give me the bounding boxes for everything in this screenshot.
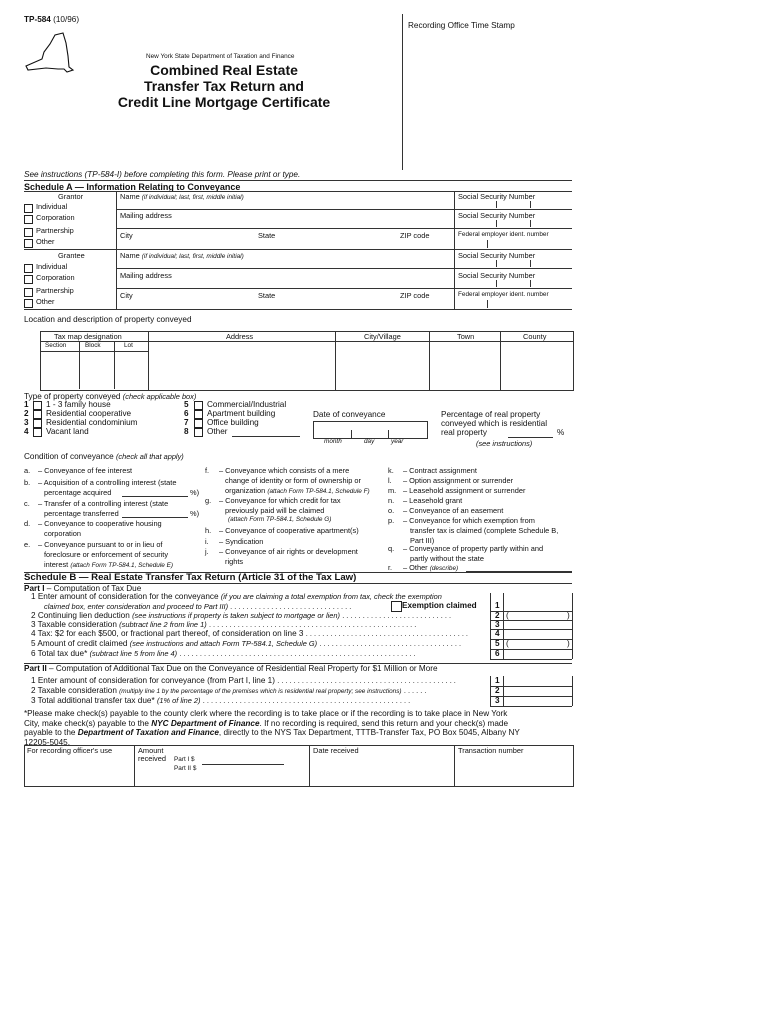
grantee-name-field[interactable]: Name (if individual; last, first, middle initial) (120, 251, 244, 260)
property-type-label: Residential cooperative (46, 409, 132, 418)
fein-tick (487, 240, 488, 248)
condition-p-text: Part III) (410, 536, 435, 545)
condition-m[interactable]: – Leasehold assignment or surrender (403, 486, 526, 495)
condition-letter: j. (205, 547, 209, 556)
grantor-label: Grantor (58, 192, 84, 201)
town-header: Town (457, 332, 475, 341)
date-tick (388, 430, 389, 438)
column-divider (79, 341, 80, 389)
grantee-city-field[interactable]: City (120, 291, 133, 300)
line-number: 3 (495, 620, 500, 629)
part-2-header: Part II – Computation of Additional Tax Due on the Conveyance of Residential Real Property for $1 Million or More (24, 664, 438, 673)
date-of-conveyance-field[interactable] (313, 421, 428, 439)
condition-n[interactable]: – Leasehold grant (403, 496, 463, 505)
grantee-ssn-2-field[interactable]: Social Security Number (458, 271, 536, 280)
line-3-label: 3 Taxable consideration (subtract line 2 from line 1) . . . . . . . . . . . . . . . . . . . . . . . . . . . . . . . . . . . . . . . . . . . . . . . . . . . (31, 620, 417, 629)
part-1-amount-label: Part I $ (174, 756, 195, 763)
condition-i[interactable]: – Syndication (219, 537, 264, 546)
condition-letter: g. (205, 496, 212, 505)
month-label: month (324, 438, 342, 445)
property-type-1-checkbox[interactable] (33, 401, 42, 410)
see-instructions-note: (see instructions) (476, 439, 533, 448)
grantor-ssn-2-field[interactable]: Social Security Number (458, 211, 536, 220)
property-type-number: 6 (184, 409, 189, 418)
property-type-4-checkbox[interactable] (33, 428, 42, 437)
form-title-line-3: Credit Line Mortgage Certificate (117, 94, 331, 110)
line-2-amount[interactable] (510, 612, 565, 620)
amount-label: Amount (138, 746, 164, 755)
grantor-partnership-checkbox[interactable] (24, 228, 33, 237)
recording-officer-label: For recording officer's use (27, 746, 113, 755)
condition-b[interactable]: – Acquisition of a controlling interest (state (38, 478, 177, 487)
exemption-claimed-label: Exemption claimed (402, 601, 477, 610)
condition-e[interactable]: – Conveyance pursuant to or in lieu of (38, 540, 163, 549)
condition-f-text: organization (attach Form TP-584.1, Schedule F) (225, 486, 370, 495)
line-number: 2 (495, 686, 500, 695)
grantee-type-label: Corporation (36, 273, 75, 282)
condition-r[interactable]: – Other (describe) (403, 563, 459, 572)
condition-j[interactable]: – Conveyance of air rights or development (219, 547, 358, 556)
condition-b-text: %) (190, 488, 200, 497)
line-6-amount[interactable] (504, 650, 571, 659)
ssn-tick (530, 260, 531, 267)
condition-q[interactable]: – Conveyance of property partly within and (403, 544, 544, 553)
property-type-label: Commercial/Industrial (207, 400, 287, 409)
grantee-partnership-checkbox[interactable] (24, 288, 33, 297)
payment-note-line-1: *Please make check(s) payable to the county clerk where the recording is to take place or if the recording is to take place in New York (24, 709, 508, 718)
condition-letter: p. (388, 516, 395, 525)
condition-letter: k. (388, 466, 394, 475)
part-2-amount-label: Part II $ (174, 765, 197, 772)
part-1-received-field[interactable] (202, 764, 284, 765)
property-type-number: 7 (184, 418, 189, 427)
column-divider (500, 331, 501, 390)
grantee-fein-field[interactable]: Federal employer ident. number (458, 291, 549, 298)
ssn-tick (530, 280, 531, 287)
column-divider (148, 331, 149, 390)
lot-header: Lot (124, 342, 133, 349)
part-2-line-2-amount[interactable] (504, 687, 571, 696)
condition-f-text: change of identity or form of ownership or (225, 476, 361, 485)
property-type-number: 4 (24, 427, 29, 436)
date-of-conveyance-label: Date of conveyance (313, 410, 386, 419)
rule (24, 249, 572, 250)
condition-d-text: corporation (44, 529, 81, 538)
property-type-7-checkbox[interactable] (194, 419, 203, 428)
line-number: 6 (495, 649, 500, 658)
condition-g-text: previously paid will be claimed (225, 506, 325, 515)
property-type-number: 3 (24, 418, 29, 427)
condition-letter: h. (205, 526, 212, 535)
column-divider (335, 331, 336, 390)
rule (490, 659, 572, 660)
grantor-fein-field[interactable]: Federal employer ident. number (458, 231, 549, 238)
line-number: 4 (495, 629, 500, 638)
transaction-number-label: Transaction number (458, 746, 524, 755)
address-header: Address (226, 332, 254, 341)
schedule-b-title: Schedule B — Real Estate Transfer Tax Return (Article 31 of the Tax Law) (24, 572, 357, 583)
condition-p-text: transfer tax is claimed (complete Schedule B, (410, 526, 559, 535)
ssn-tick (496, 220, 497, 227)
line-2-label: 2 Continuing lien deduction (see instructions if property is taken subject to mortgage or lien) . . . . . . . . . . . . . . . . . . . . . . . . . . . (31, 611, 452, 620)
grantor-ssn-field[interactable]: Social Security Number (458, 192, 536, 201)
condition-f[interactable]: – Conveyance which consists of a mere (219, 466, 350, 475)
grantee-mailing-field[interactable]: Mailing address (120, 271, 172, 280)
form-title-line-2: Transfer Tax Return and (143, 78, 304, 94)
condition-j-text: rights (225, 557, 244, 566)
grantor-type-label: Other (36, 237, 55, 246)
property-type-5-checkbox[interactable] (194, 401, 203, 410)
condition-a[interactable]: – Conveyance of fee interest (38, 466, 133, 475)
condition-c-text: %) (190, 509, 200, 518)
property-type-label: 1 - 3 family house (46, 400, 111, 409)
time-stamp-label: Recording Office Time Stamp (408, 21, 515, 30)
county-header: County (523, 332, 547, 341)
rule (24, 180, 572, 181)
percentage-transferred-field[interactable] (122, 517, 188, 518)
grantor-type-label: Corporation (36, 213, 75, 222)
paren: ) (567, 639, 570, 648)
condition-o[interactable]: – Conveyance of an easement (403, 506, 504, 515)
property-type-8-checkbox[interactable] (194, 428, 203, 437)
property-type-number: 8 (184, 427, 189, 436)
location-label: Location and description of property conveyed (24, 315, 192, 324)
condition-q-text: partly without the state (410, 554, 484, 563)
condition-letter: q. (388, 544, 395, 553)
property-type-label: Apartment building (207, 409, 276, 418)
line-5-amount[interactable] (510, 640, 565, 649)
condition-h[interactable]: – Conveyance of cooperative apartment(s) (219, 526, 359, 535)
condition-e-text: foreclosure or enforcement of security (44, 550, 169, 559)
line-5-label: 5 Amount of credit claimed (see instructions and attach Form TP-584.1, Schedule G) . . . . . . . . . . . . . . . . . . . . . . . . . . . . . . . . . . . (31, 639, 462, 648)
city-village-header: City/Village (364, 332, 401, 341)
line-number-column (490, 676, 491, 706)
date-tick (351, 430, 352, 438)
rule (116, 268, 572, 269)
grantee-type-label: Partnership (36, 286, 74, 295)
schedule-a-title: Schedule A — Information Relating to Conveyance (24, 182, 241, 192)
percentage-field[interactable] (508, 437, 553, 438)
column-divider (114, 341, 115, 389)
grantor-mailing-field[interactable]: Mailing address (120, 211, 172, 220)
line-number: 5 (495, 639, 500, 648)
grantor-type-label: Individual (36, 202, 68, 211)
rule (116, 209, 572, 210)
line-1-label: 1 Enter amount of consideration for the conveyance (if you are claiming a total exemption from tax, check the exemption (31, 592, 442, 601)
received-label: received (138, 754, 166, 763)
grantor-corporation-checkbox[interactable] (24, 215, 33, 224)
line-6-label: 6 Total tax due* (subtract line 5 from line 4) . . . . . . . . . . . . . . . . . . . . . . . . . . . . . . . . . . . . . . . . . . . . . . . . . . . . . . . . . . (31, 649, 416, 658)
percentage-label-2: conveyed which is residential (441, 419, 548, 428)
condition-letter: r. (388, 563, 393, 572)
grantor-state-field[interactable]: State (258, 231, 276, 240)
condition-b-text: percentage acquired (44, 488, 112, 497)
condition-g[interactable]: – Conveyance for which credit for tax (219, 496, 341, 505)
condition-k[interactable]: – Contract assignment (403, 466, 477, 475)
property-type-label: Other (207, 427, 228, 436)
condition-letter: i. (205, 537, 209, 546)
form-title-line-1: Combined Real Estate (150, 62, 298, 78)
line-number: 1 (495, 676, 500, 685)
rule (24, 309, 572, 310)
grantee-corporation-checkbox[interactable] (24, 275, 33, 284)
grantee-type-label: Other (36, 297, 55, 306)
block-header: Block (85, 342, 101, 349)
ssn-tick (496, 201, 497, 208)
condition-d[interactable]: – Conveyance to cooperative housing (38, 519, 162, 528)
condition-letter: b. (24, 478, 31, 487)
other-type-line[interactable] (232, 436, 300, 437)
percentage-label-1: Percentage of real property (441, 410, 541, 419)
property-type-label: Type of property conveyed (check applicable box) (24, 392, 197, 401)
department-name: New York State Department of Taxation and Finance (146, 53, 295, 60)
grantee-zip-field[interactable]: ZIP code (400, 291, 430, 300)
grantor-name-field[interactable]: Name (if individual; last, first, middle initial) (120, 192, 244, 201)
condition-c[interactable]: – Transfer of a controlling interest (state (38, 499, 169, 508)
property-type-3-checkbox[interactable] (33, 419, 42, 428)
grantor-city-field[interactable]: City (120, 231, 133, 240)
column-divider (429, 331, 430, 390)
payment-note-line-2: City, make check(s) payable to the NYC Department of Finance. If no recording is required, send this return and your check(s) made (24, 719, 509, 728)
grantor-type-label: Partnership (36, 226, 74, 235)
paren: ( (506, 611, 509, 620)
line-number: 2 (495, 611, 500, 620)
part-2-line-3-label: 3 Total additional transfer tax due* (1% of line 2) . . . . . . . . . . . . . . . . . . . . . . . . . . . . . . . . . . . . . . . . . . . . . . . . . . . (31, 696, 411, 705)
percent-sign: % (557, 428, 565, 437)
part-1-header: Part I – Computation of Tax Due (24, 584, 142, 593)
percentage-label-3: real property (441, 428, 487, 437)
grantee-state-field[interactable]: State (258, 291, 276, 300)
grantee-ssn-field[interactable]: Social Security Number (458, 251, 536, 260)
rule (116, 228, 572, 229)
property-type-number: 1 (24, 400, 29, 409)
condition-label: Condition of conveyance (check all that apply) (24, 452, 184, 461)
rule (116, 288, 572, 289)
day-label: day (364, 438, 375, 445)
condition-letter: l. (388, 476, 392, 485)
line-4-label: 4 Tax: $2 for each $500, or fractional part thereof, of consideration on line 3 . . . . . . . . . . . . . . . . . . . . . . . . . . . . . . . . . . . . . . . . (31, 629, 468, 638)
ssn-tick (496, 260, 497, 267)
percentage-acquired-field[interactable] (122, 496, 188, 497)
payment-note-line-4: 12205-5045. (24, 738, 70, 747)
property-type-label: Office building (207, 418, 259, 427)
condition-letter: c. (24, 499, 30, 508)
condition-letter: n. (388, 496, 395, 505)
paren: ) (567, 611, 570, 620)
ssn-tick (530, 201, 531, 208)
line-4-amount[interactable] (504, 630, 571, 639)
property-type-number: 2 (24, 409, 29, 418)
property-type-2-checkbox[interactable] (33, 410, 42, 419)
grantee-label: Grantee (58, 251, 85, 260)
property-type-label: Vacant land (46, 427, 89, 436)
fein-tick (487, 300, 488, 308)
column-divider (134, 745, 135, 786)
line-1-amount[interactable] (504, 602, 571, 611)
line-1-cont: claimed box, enter consideration and proceed to Part III) . . . . . . . . . . . . . . . . . . . . . . . . . . . . . . (44, 602, 352, 611)
line-3-amount[interactable] (504, 621, 571, 629)
amount-column-right (572, 593, 573, 659)
condition-c-text: percentage transferred (44, 509, 119, 518)
ssn-tick (530, 220, 531, 227)
payment-note-line-3: payable to the Department of Taxation and Finance, directly to the NYS Tax Department, TTTB-Transfer Tax, PO Box 5045, Albany NY (24, 728, 520, 737)
ssn-tick (496, 280, 497, 287)
part-2-line-2-label: 2 Taxable consideration (multiply line 1 by the percentage of the premises which is residential real property; see instructions) . . . . . . (31, 686, 427, 695)
grantor-individual-checkbox[interactable] (24, 204, 33, 213)
rule (40, 351, 148, 352)
grantee-type-label: Individual (36, 262, 68, 271)
part-2-line-1-amount[interactable] (504, 677, 571, 686)
condition-e-text: interest (attach Form TP-584.1, Schedule E) (44, 560, 173, 569)
condition-l[interactable]: – Option assignment or surrender (403, 476, 514, 485)
column-divider (309, 745, 310, 786)
paren: ( (506, 639, 509, 648)
tax-map-header: Tax map designation (54, 332, 122, 341)
condition-letter: d. (24, 519, 31, 528)
grantor-zip-field[interactable]: ZIP code (400, 231, 430, 240)
condition-p[interactable]: – Conveyance for which exemption from (403, 516, 535, 525)
grantee-other-checkbox[interactable] (24, 299, 33, 308)
section-header: Section (45, 342, 67, 349)
property-type-number: 5 (184, 400, 189, 409)
amount-column-right (572, 676, 573, 706)
property-type-label: Residential condominium (46, 418, 138, 427)
rule (40, 341, 573, 342)
rule (490, 706, 572, 707)
grantor-other-checkbox[interactable] (24, 239, 33, 248)
condition-letter: m. (388, 486, 397, 495)
year-label: year (391, 438, 404, 445)
property-type-6-checkbox[interactable] (194, 410, 203, 419)
condition-letter: f. (205, 466, 210, 475)
condition-letter: e. (24, 540, 31, 549)
form-id: TP-584 (10/96) (24, 15, 80, 24)
date-received-label: Date received (313, 746, 359, 755)
line-number: 1 (495, 601, 500, 610)
grantee-individual-checkbox[interactable] (24, 264, 33, 273)
column-divider (454, 745, 455, 786)
condition-letter: a. (24, 466, 31, 475)
condition-g-text: (attach Form TP-584.1, Schedule G) (228, 516, 332, 523)
instructions-note: See instructions (TP-584-I) before completing this form. Please print or type. (24, 170, 301, 179)
part-2-line-3-amount[interactable] (504, 697, 571, 706)
part-2-line-1-label: 1 Enter amount of consideration for conveyance (from Part I, line 1) . . . . . . . . . . . . . . . . . . . . . . . . . . . . . . . . . . . . . . . . . . . . (31, 676, 456, 685)
line-number: 3 (495, 696, 500, 705)
condition-letter: o. (388, 506, 395, 515)
